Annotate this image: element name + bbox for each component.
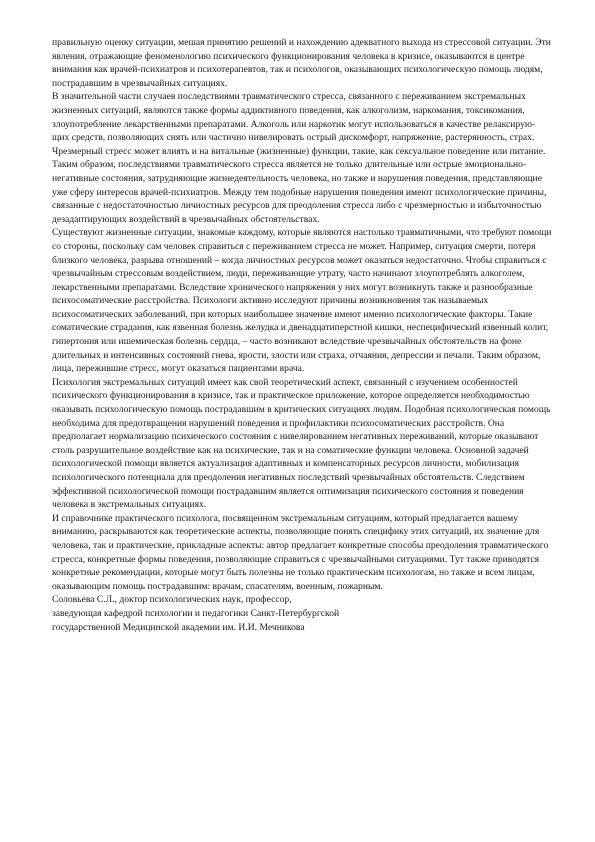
paragraph-4: Психология экстремальных ситуаций имеет как свой теоретический аспект, связанный с изучением особенностей психического функционирования в кризисе, так и практическое приложение, которое определяется необходимостью оказывать психологическую помощь пострадавшим в критических ситуациях людям. Подобная психологическая помощь необходима для предотвращения нарушений поведения и профилактики психосоматических расстройств. Она предполагает нормализацию психического состояния с нивелированием негативных переживаний, которые оказывают столь разрушительное воздействие как на психические, так и на соматические функции человека. Основной задачей психологической помощи является актуализация адаптивных и компенсаторных ресурсов личности, мобилизация психологического потенциала для преодоления негативных последствий чрезвычайных обстоятельств. Следствием эффективной психологической помощи пострадавшим является оптимизация психического состояния и поведения человека в экстремальных ситуациях. xyxy=(52,376,551,511)
paragraph-2: В значительной части случаев последствиями травматического стресса, связанного с переживанием экстремальных жизненных ситуаций, являются также формы аддиктивного поведения, как алкоголизм, наркомания, токсикомания, злоупотребление лекарственными препаратами. Алкоголь или наркотик могут использоваться в качестве релаксирую-щих средств, позволяющих снять или частично нивелировать острый дискомфорт, напряжение, растерянность, страх. Чрезмерный стресс может влиять и на витальные (жизненные) функции, такие, как сексуальное поведение или питание. Таким образом, последствиями травматического стресса является не только длительные или острые эмоционально-негативные состояния, затрудняющие жизнедеятельность человека, но также и нарушения поведения, представляющие уже сферу интересов врачей-психиатров. Между тем подобные нарушения поведения имеют психологические причины, связанные с недостаточностью личностных ресурсов для преодоления стресса либо с чрезмерностью и избыточностью дезадаптирующих воздействий в чрезвычайных обстоятельствах. xyxy=(52,91,547,225)
author-signature xyxy=(52,593,552,634)
signature-line-position: заведующая кафедрой психологии и педагогики Санкт-Петербургской xyxy=(52,607,340,619)
signature-line-name: Соловьева С.Л., доктор психологических наук, профессор, xyxy=(52,594,292,606)
document-page xyxy=(52,36,552,634)
paragraph-1: правильную оценку ситуации, мешая принятию решений и нахождению адекватного выхода из стрессовой ситуации. Эти явления, отражающие феноменологию психического функционирования человека в кризисе, оказываются в центре внимания как врачей-психиатров и психотерапевтов, так и психологов, оказывающих психологическую помощь людям, пострадавшим в чрезвычайных ситуациях. xyxy=(52,37,551,89)
paragraph-5: И справочнике практического психолога, посвященном экстремальным ситуациям, который предлагается вашему вниманию, раскрываются как теоретические аспекты, позволяющие понять специфику этих ситуаций, их значение для человека, так и практические, прикладные аспекты: автор предлагает конкретные способы преодоления травматического стресса, конкретные формы поведения, позволяющие справиться с чрезвычайными ситуациями. Тут также приводятся конкретные рекомендации, которые могут быть полезны не только практическим психологам, но также и всем лицам, оказывающим помощь пострадавшим: врачам, спасателям, военным, пожарным. xyxy=(52,512,549,592)
paragraph-3: Существуют жизненные ситуации, знакомые каждому, которые являются настолько травматичными, что требуют помощи со стороны, поскольку сам человек справиться с переживанием стресса не может. Например, ситуация смерти, потеря близкого человека, разрыва отношений – когда личностных ресурсов может оказаться недостаточно. Чтобы справиться с чрезвычайным стрессовым воздействием, люди, переживающие утрату, часто начинают злоупотреблять алкоголем, лекарственными препаратами. Вследствие хронического напряжения у них могут возникнуть также и разнообразные психосоматические расстройства. Психологи активно исследуют причины возникновения так называемых психосоматических заболеваний, при которых наибольшее значение имеют именно психологические факторы. Такие соматические страдания, как язвенная болезнь желудка и двенадцатиперстной кишки, неспецифический язвенный колит, гипертония или ишемическая болезнь сердца, – часто возникают вследствие чрезвычайных обстоятельств на фоне длительных и интенсивных состояний гнева, ярости, злости или страха, отчаяния, депрессии и печали. Таким образом, лица, пережившие стресс, могут оказаться пациентами врача. xyxy=(52,227,552,375)
signature-line-institution: государственной Медицинской академии им. И.И. Мечникова xyxy=(52,621,305,633)
